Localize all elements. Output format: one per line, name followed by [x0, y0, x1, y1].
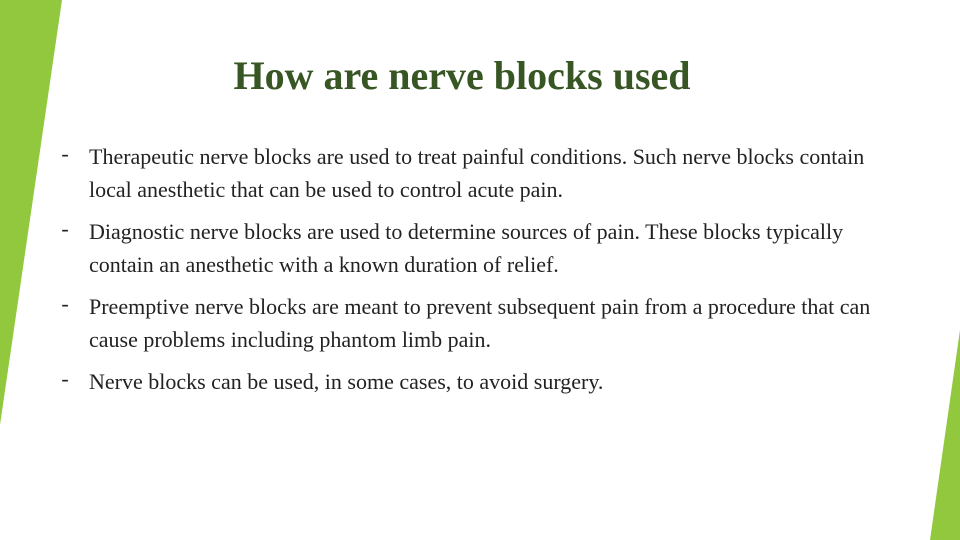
bullet-text: Preemptive nerve blocks are meant to prevent subsequent pain from a procedure that can cause problems including phantom limb pain. — [89, 294, 871, 352]
bullet-item — [58, 290, 898, 356]
bullet-dash-icon: - — [61, 216, 69, 241]
bullet-item — [58, 140, 898, 206]
slide-title: How are nerve blocks used — [233, 53, 691, 98]
bullet-item — [58, 365, 898, 398]
bullet-text: Therapeutic nerve blocks are used to treat painful conditions. Such nerve blocks contain local anesthetic that can be used to control acute pain. — [89, 144, 865, 202]
bullet-dash-icon: - — [61, 141, 69, 166]
bullet-text: Diagnostic nerve blocks are used to determine sources of pain. These blocks typically contain an anesthetic with a known duration of relief. — [89, 219, 844, 277]
bullet-list — [58, 140, 898, 407]
bullet-item — [58, 215, 898, 281]
bullet-dash-icon: - — [61, 366, 69, 391]
bullet-text: Nerve blocks can be used, in some cases, to avoid surgery. — [89, 369, 604, 394]
bullet-dash-icon: - — [61, 291, 69, 316]
right-accent-stripe — [920, 330, 960, 540]
